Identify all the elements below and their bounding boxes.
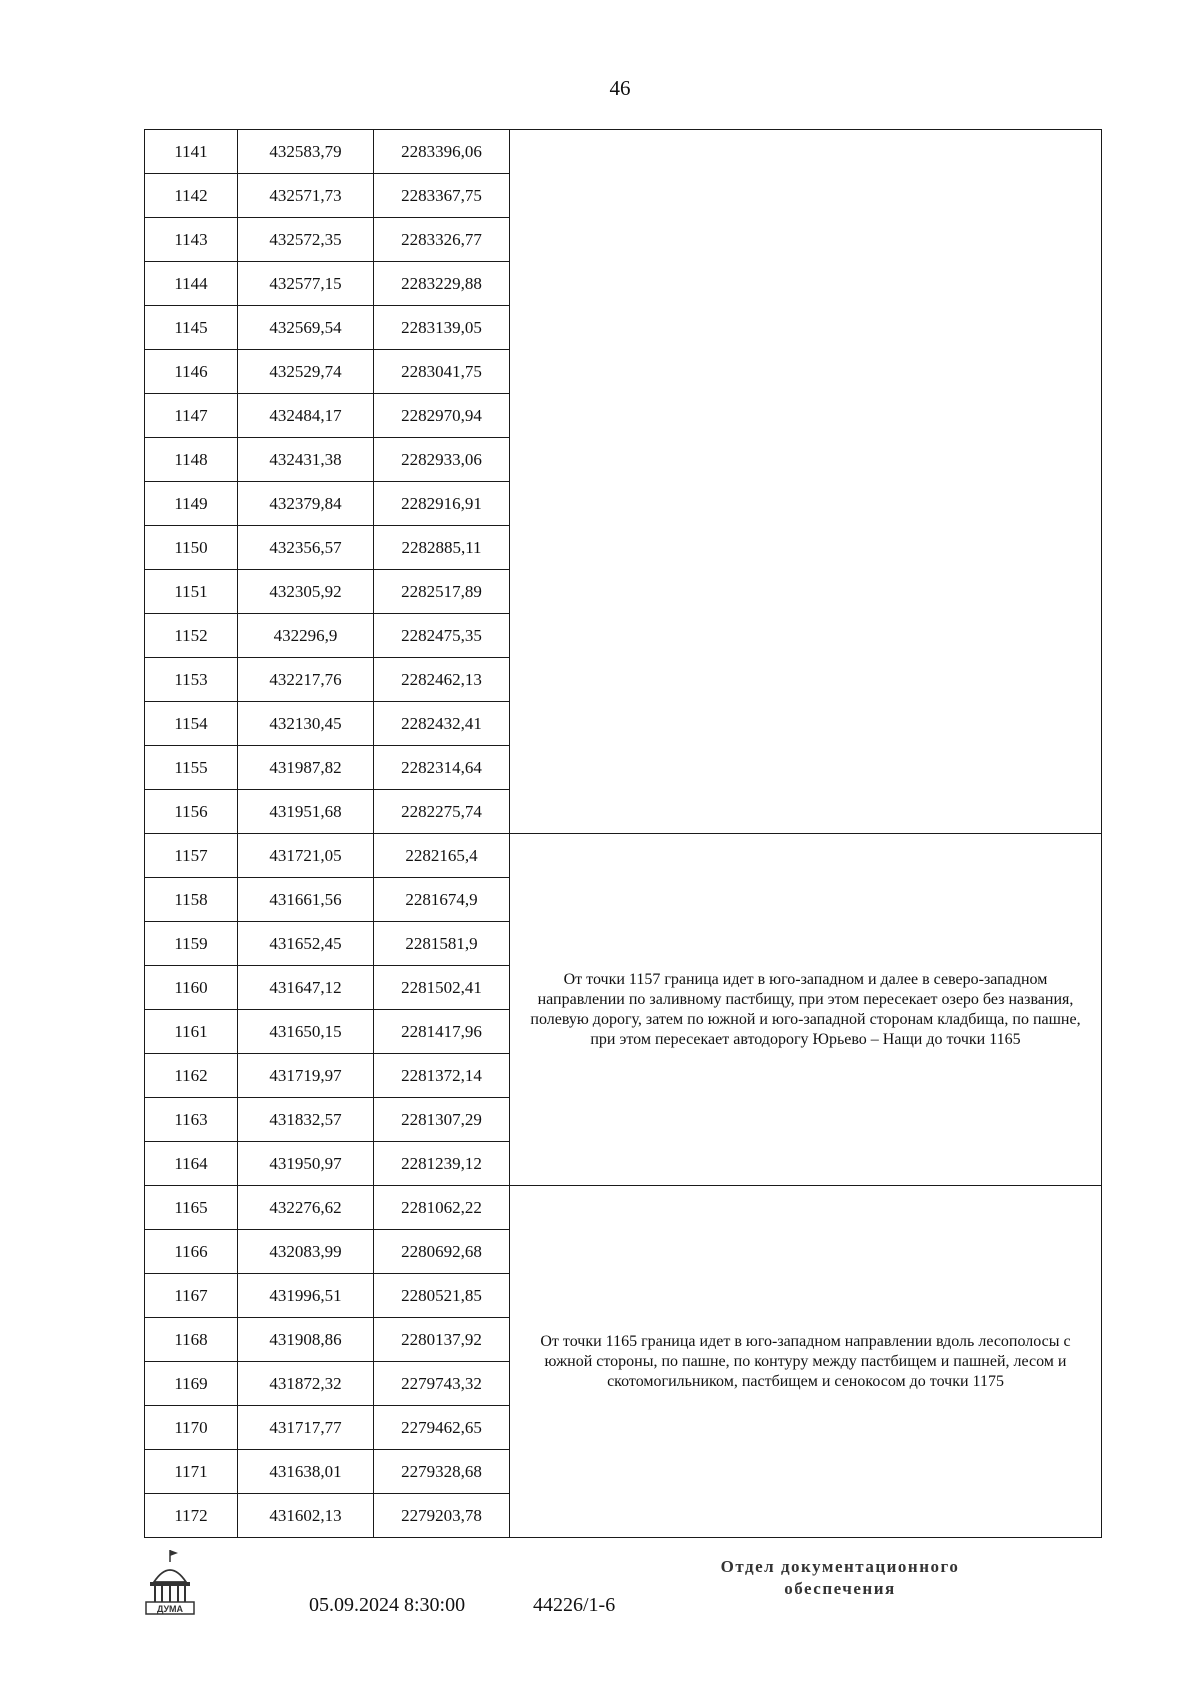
point-number-cell: 1161	[145, 1010, 238, 1054]
point-number-cell: 1146	[145, 350, 238, 394]
coord-y-cell: 2282275,74	[374, 790, 510, 834]
boundary-description-cell: От точки 1157 граница идет в юго-западном и далее в северо-западном направлении по заливному пастбищу, при этом пересекает озеро без названия, полевую дорогу, затем по южной и юго-западной сторонам кладбища, по пашне, при этом пересекает автодорогу Юрьево – Нащи до точки 1165	[510, 834, 1102, 1186]
coord-x-cell: 432296,9	[238, 614, 374, 658]
coord-x-cell: 432572,35	[238, 218, 374, 262]
coord-y-cell: 2279462,65	[374, 1406, 510, 1450]
coord-x-cell: 431719,97	[238, 1054, 374, 1098]
point-number-cell: 1141	[145, 130, 238, 174]
point-number-cell: 1167	[145, 1274, 238, 1318]
point-number-cell: 1162	[145, 1054, 238, 1098]
point-number-cell: 1144	[145, 262, 238, 306]
point-number-cell: 1168	[145, 1318, 238, 1362]
coord-y-cell: 2282916,91	[374, 482, 510, 526]
coord-x-cell: 431638,01	[238, 1450, 374, 1494]
point-number-cell: 1170	[145, 1406, 238, 1450]
point-number-cell: 1150	[145, 526, 238, 570]
point-number-cell: 1165	[145, 1186, 238, 1230]
coord-y-cell: 2281417,96	[374, 1010, 510, 1054]
point-number-cell: 1154	[145, 702, 238, 746]
coord-y-cell: 2282933,06	[374, 438, 510, 482]
coord-y-cell: 2282970,94	[374, 394, 510, 438]
coord-x-cell: 432305,92	[238, 570, 374, 614]
point-number-cell: 1166	[145, 1230, 238, 1274]
coord-y-cell: 2283396,06	[374, 130, 510, 174]
coord-y-cell: 2282314,64	[374, 746, 510, 790]
table-row	[145, 834, 1102, 878]
point-number-cell: 1143	[145, 218, 238, 262]
coord-x-cell: 431872,32	[238, 1362, 374, 1406]
logo-text: ДУМА	[156, 1604, 184, 1614]
coord-x-cell: 432379,84	[238, 482, 374, 526]
coord-y-cell: 2282517,89	[374, 570, 510, 614]
point-number-cell: 1160	[145, 966, 238, 1010]
coord-y-cell: 2282165,4	[374, 834, 510, 878]
coord-x-cell: 432431,38	[238, 438, 374, 482]
coord-x-cell: 431951,68	[238, 790, 374, 834]
stamp-line-1: Отдел документационного	[720, 1557, 960, 1576]
coord-y-cell: 2282885,11	[374, 526, 510, 570]
table-row	[145, 130, 1102, 174]
coord-y-cell: 2283139,05	[374, 306, 510, 350]
coord-x-cell: 431721,05	[238, 834, 374, 878]
point-number-cell: 1142	[145, 174, 238, 218]
coord-y-cell: 2282475,35	[374, 614, 510, 658]
coord-y-cell: 2283229,88	[374, 262, 510, 306]
coord-y-cell: 2279743,32	[374, 1362, 510, 1406]
point-number-cell: 1164	[145, 1142, 238, 1186]
boundary-description-cell	[510, 130, 1102, 834]
point-number-cell: 1159	[145, 922, 238, 966]
footer-date: 05.09.2024 8:30:00	[309, 1594, 466, 1616]
coord-y-cell: 2279203,78	[374, 1494, 510, 1538]
footer-doc-number: 44226/1-6	[533, 1594, 616, 1616]
coord-x-cell: 431602,13	[238, 1494, 374, 1538]
point-number-cell: 1151	[145, 570, 238, 614]
coord-x-cell: 432529,74	[238, 350, 374, 394]
point-number-cell: 1152	[145, 614, 238, 658]
coord-y-cell: 2281372,14	[374, 1054, 510, 1098]
point-number-cell: 1171	[145, 1450, 238, 1494]
coord-y-cell: 2282432,41	[374, 702, 510, 746]
point-number-cell: 1157	[145, 834, 238, 878]
page-number: 46	[609, 76, 631, 100]
boundary-description-cell: От точки 1165 граница идет в юго-западном направлении вдоль лесополосы с южной стороны, по пашне, по контуру между пастбищем и пашней, лесом и скотомогильником, пастбищем и сенокосом до точки 1175	[510, 1186, 1102, 1538]
coord-y-cell: 2280137,92	[374, 1318, 510, 1362]
point-number-cell: 1148	[145, 438, 238, 482]
coord-x-cell: 431996,51	[238, 1274, 374, 1318]
coord-x-cell: 431661,56	[238, 878, 374, 922]
coord-x-cell: 431647,12	[238, 966, 374, 1010]
coord-y-cell: 2281062,22	[374, 1186, 510, 1230]
coord-y-cell: 2281239,12	[374, 1142, 510, 1186]
coord-x-cell: 431908,86	[238, 1318, 374, 1362]
coord-y-cell: 2280521,85	[374, 1274, 510, 1318]
coord-x-cell: 431652,45	[238, 922, 374, 966]
coord-x-cell: 432583,79	[238, 130, 374, 174]
point-number-cell: 1155	[145, 746, 238, 790]
coord-x-cell: 432571,73	[238, 174, 374, 218]
coordinates-table	[144, 129, 1102, 1538]
coord-y-cell: 2283041,75	[374, 350, 510, 394]
point-number-cell: 1156	[145, 790, 238, 834]
coord-y-cell: 2281502,41	[374, 966, 510, 1010]
coord-x-cell: 431950,97	[238, 1142, 374, 1186]
duma-logo-icon	[140, 1548, 200, 1618]
coord-x-cell: 432484,17	[238, 394, 374, 438]
coord-y-cell: 2282462,13	[374, 658, 510, 702]
coord-x-cell: 432569,54	[238, 306, 374, 350]
coord-y-cell: 2279328,68	[374, 1450, 510, 1494]
coord-y-cell: 2281674,9	[374, 878, 510, 922]
coord-y-cell: 2280692,68	[374, 1230, 510, 1274]
point-number-cell: 1163	[145, 1098, 238, 1142]
coord-x-cell: 431717,77	[238, 1406, 374, 1450]
point-number-cell: 1169	[145, 1362, 238, 1406]
point-number-cell: 1158	[145, 878, 238, 922]
coord-y-cell: 2283326,77	[374, 218, 510, 262]
point-number-cell: 1153	[145, 658, 238, 702]
coord-x-cell: 432130,45	[238, 702, 374, 746]
coord-x-cell: 431832,57	[238, 1098, 374, 1142]
coord-x-cell: 432217,76	[238, 658, 374, 702]
point-number-cell: 1145	[145, 306, 238, 350]
coord-x-cell: 431650,15	[238, 1010, 374, 1054]
stamp-line-2: обеспечения	[784, 1579, 896, 1598]
coord-x-cell: 432276,62	[238, 1186, 374, 1230]
department-stamp	[690, 1556, 990, 1600]
coord-x-cell: 432356,57	[238, 526, 374, 570]
coord-y-cell: 2283367,75	[374, 174, 510, 218]
coord-y-cell: 2281581,9	[374, 922, 510, 966]
point-number-cell: 1147	[145, 394, 238, 438]
point-number-cell: 1149	[145, 482, 238, 526]
coord-y-cell: 2281307,29	[374, 1098, 510, 1142]
point-number-cell: 1172	[145, 1494, 238, 1538]
table-row	[145, 1186, 1102, 1230]
coord-x-cell: 431987,82	[238, 746, 374, 790]
coord-x-cell: 432083,99	[238, 1230, 374, 1274]
coord-x-cell: 432577,15	[238, 262, 374, 306]
